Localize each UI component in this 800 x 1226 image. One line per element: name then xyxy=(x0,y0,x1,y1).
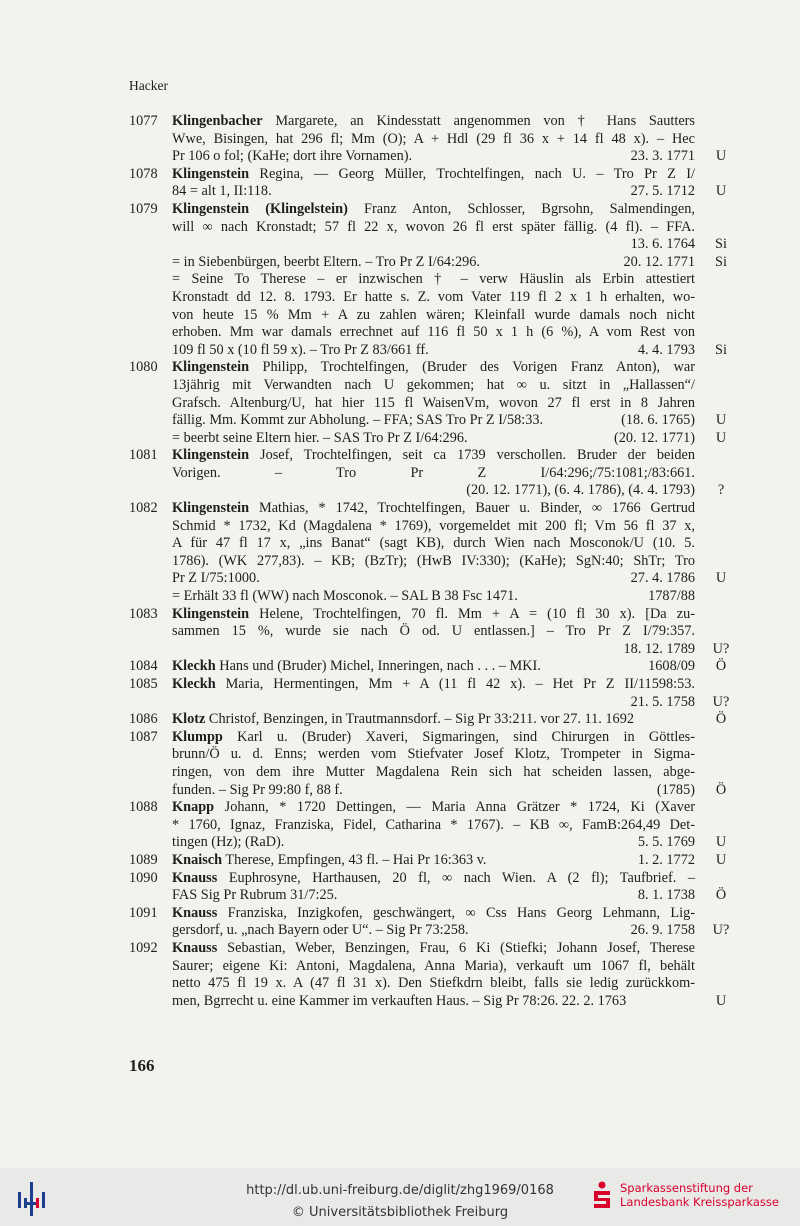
entry-line xyxy=(172,395,695,413)
entry-text xyxy=(172,200,727,359)
entry-line xyxy=(172,553,695,571)
entry-line xyxy=(172,746,695,764)
entry-line xyxy=(172,219,695,237)
entry-number: 1083 xyxy=(129,605,158,622)
surname-heading: Knapp xyxy=(172,799,215,816)
line-text: Kronstadt dd 12. 8. 1793. Er hatte s. Z. vom Vater 119 fl 2 x 1 h erhalten, wo- xyxy=(172,288,695,305)
entry-line xyxy=(172,940,695,958)
entry-date: (1785) xyxy=(656,781,695,798)
entry-line xyxy=(172,711,727,729)
line-text: funden. – Sig Pr 99:80 f, 88 f. xyxy=(172,781,343,798)
entry-text xyxy=(172,728,727,799)
entry-item xyxy=(0,870,800,905)
sponsor-line-2: Landesbank Kreissparkasse xyxy=(620,1195,779,1209)
entry-item xyxy=(0,658,800,676)
entry-text xyxy=(172,113,727,166)
entry-text xyxy=(172,658,727,676)
entry-item xyxy=(0,799,800,852)
entry-date: 27. 5. 1712 xyxy=(630,183,695,200)
line-text: Grafsch. Altenburg/U, hat hier 115 fl WaisenVm, wovon 27 fl erst in 8 Jahren xyxy=(172,394,695,411)
destination-code: U xyxy=(715,148,727,165)
line-text: gersdorf, u. „nach Bayern oder U“. – Sig Pr 73:258. xyxy=(172,922,469,939)
line-text: Knapp Johann, * 1720 Dettingen, –– Maria Anna Grätzer * 1724, Ki (Xaver xyxy=(172,799,695,816)
surname-heading: Klingenbacher xyxy=(172,113,263,129)
line-text: Klingenbacher Margarete, an Kindesstatt angenommen von † Hans Sautters xyxy=(172,113,695,129)
entry-line xyxy=(172,183,727,201)
entry-date: 1787/88 xyxy=(648,588,695,605)
entry-number: 1078 xyxy=(129,165,158,182)
surname-heading: Klingenstein xyxy=(172,359,250,376)
line-text: Knaisch Therese, Empfingen, 43 fl. – Hai Pr 16:363 v. xyxy=(172,851,487,868)
entry-line xyxy=(172,429,727,448)
entry-date: 26. 9. 1758 xyxy=(630,922,695,939)
entry-line xyxy=(172,606,695,624)
entry-text xyxy=(172,676,730,711)
line-text: Wwe, Bisingen, hat 296 fl; Mm (O); A + Hdl (29 fl 36 x + 14 fl 48 x). – Hec xyxy=(172,130,695,147)
entry-line xyxy=(172,640,730,659)
entry-number: 1079 xyxy=(129,200,158,217)
entry-date: (20. 12. 1771), (6. 4. 1786), (4. 4. 1793) xyxy=(466,482,695,499)
entry-number: 1081 xyxy=(129,447,158,464)
entry-line xyxy=(172,447,695,465)
entry-item xyxy=(0,852,800,870)
entry-number: 1092 xyxy=(129,939,158,956)
entry-item xyxy=(0,113,800,166)
entry-line xyxy=(172,253,727,272)
entry-date: 27. 4. 1786 xyxy=(630,570,695,587)
entry-number: 1090 xyxy=(129,869,158,886)
destination-code: Si xyxy=(715,236,727,253)
entry-line xyxy=(172,958,695,976)
entry-line xyxy=(172,922,730,940)
entry-line xyxy=(172,377,695,395)
surname-heading: Knaisch xyxy=(172,851,223,868)
entry-line xyxy=(172,236,727,254)
entry-item xyxy=(0,500,800,606)
entry-item xyxy=(0,940,800,1010)
entry-text xyxy=(172,447,725,500)
entry-date: (20. 12. 1771) xyxy=(613,429,695,446)
surname-heading: Kleckh xyxy=(172,676,216,692)
entry-text xyxy=(172,165,727,201)
line-text: Kleckh Hans und (Bruder) Michel, Inneringen, nach . . . – MKI. xyxy=(172,658,541,675)
line-text: brunn/Ö u. d. Enns; werden vom Stiefvater Josef Klotz, Trompeter in Sigma- xyxy=(172,746,695,763)
line-text: Klumpp Karl u. (Bruder) Xaveri, Sigmaringen, sind Chirurgen in Göttles- xyxy=(172,728,695,745)
destination-code: U xyxy=(715,834,727,851)
entry-text xyxy=(172,359,727,447)
entry-line xyxy=(172,764,695,782)
destination-code: Ö xyxy=(715,658,727,675)
line-text: 109 fl 50 x (10 fl 59 x). – Tro Pr Z 83/661 ff. xyxy=(172,341,429,358)
entry-line xyxy=(172,289,695,307)
entry-line xyxy=(172,887,727,905)
destination-code: U xyxy=(715,429,727,446)
entry-line xyxy=(172,588,695,606)
entry-text xyxy=(172,711,727,729)
entry-number: 1088 xyxy=(129,799,158,816)
entry-item xyxy=(0,447,800,500)
entry-text xyxy=(172,939,727,1010)
destination-code: U? xyxy=(712,693,730,710)
line-text: erhoben. Mm war damals errechnet auf 116 fl 50 x 1 h (6 %), A vom Rest von xyxy=(172,324,695,341)
surname-heading: Knauss xyxy=(172,939,218,956)
line-text: Knauss Euphrosyne, Harthausen, 20 fl, ∞ nach Wien. A (2 fl); Taufbrief. – xyxy=(172,869,695,886)
entry-line xyxy=(172,201,695,219)
line-text: FAS Sig Pr Rubrum 31/7:25. xyxy=(172,887,338,904)
entry-line xyxy=(172,412,727,430)
destination-code: U xyxy=(715,992,727,1009)
line-text: Kleckh Maria, Hermentingen, Mm + A (11 fl 42 x). – Het Pr Z II/11598:53. xyxy=(172,676,695,692)
entry-number: 1091 xyxy=(129,904,158,921)
line-text: Klingenstein (Klingelstein) Franz Anton, Schlosser, Bgrsohn, Salmendingen, xyxy=(172,200,696,217)
line-text: Knauss Franziska, Inzigkofen, geschwängert, ∞ Css Hans Georg Lehmann, Lig- xyxy=(172,904,695,921)
line-text: fällig. Mm. Kommt zur Abholung. – FFA; SAS Tro Pr Z I/58:33. xyxy=(172,412,544,429)
entry-line xyxy=(172,518,695,536)
surname-heading: Klingenstein xyxy=(172,500,250,517)
line-text: ringen, von dem ihre Mutter Magdalena Rein sich hat scheiden lassen, abge- xyxy=(172,763,695,780)
source-url-link[interactable]: http://dl.ub.uni-freiburg.de/diglit/zhg1969/0168 xyxy=(246,1183,554,1198)
line-text: Pr Z I/75:1000. xyxy=(172,570,260,587)
line-text: = in Siebenbürgen, beerbt Eltern. – Tro Pr Z I/64:296. xyxy=(172,253,481,270)
line-text: A für 47 fl 17 x, „ins Banat“ (sagt KB), durch Wien nach Mosconok/U (10. 5. xyxy=(172,535,695,552)
entry-number: 1085 xyxy=(129,676,158,692)
entry-number: 1082 xyxy=(129,500,158,517)
entry-line xyxy=(172,570,727,588)
line-text: = Erhält 33 fl (WW) nach Mosconok. – SAL B 38 Fsc 1471. xyxy=(172,588,518,605)
surname-heading: Knauss xyxy=(172,904,218,921)
entry-line xyxy=(172,465,695,483)
line-text: Klingenstein Philipp, Trochtelfingen, (Bruder des Vorigen Franz Anton), war xyxy=(172,359,695,376)
destination-code: Ö xyxy=(715,887,727,904)
entry-date: 4. 4. 1793 xyxy=(637,341,695,358)
surname-heading: Kleckh xyxy=(172,658,216,675)
line-text: = beerbt seine Eltern hier. – SAS Tro Pr Z I/64:296. xyxy=(172,429,468,446)
destination-code: U? xyxy=(712,640,730,657)
entry-item xyxy=(0,359,800,447)
entry-date: 1608/09 xyxy=(648,658,695,675)
entry-number: 1077 xyxy=(129,113,158,129)
entry-number: 1084 xyxy=(129,658,158,675)
line-text: Saurer; eigene Ki: Antoni, Magdalena, Anna Maria), verkauft um 1067 fl, behält xyxy=(172,957,695,974)
entry-line xyxy=(172,851,727,870)
entry-line xyxy=(172,693,730,712)
entry-line xyxy=(172,992,727,1011)
line-text: will ∞ nach Kronstadt; 57 fl 22 x, wovon 26 fl erst später fällig. (4 fl). – FFA. xyxy=(172,218,695,235)
entry-date: 20. 12. 1771 xyxy=(623,253,695,270)
destination-code: Ö xyxy=(715,711,727,728)
surname-heading: Klingenstein xyxy=(172,605,250,622)
destination-code: ? xyxy=(717,482,725,499)
entry-line xyxy=(172,623,695,641)
entry-line xyxy=(172,113,695,131)
entry-line xyxy=(172,834,727,852)
entry-date: 1. 2. 1772 xyxy=(637,851,695,868)
entry-text xyxy=(172,851,727,870)
entry-number: 1089 xyxy=(129,851,158,868)
line-text: Schmid * 1732, Kd (Magdalena * 1769), vorgemeldet mit 200 fl; Vm 56 fl 37 x, xyxy=(172,517,695,534)
entry-line xyxy=(172,817,695,835)
entry-line xyxy=(172,131,695,149)
entry-number: 1080 xyxy=(129,359,158,376)
line-text: sammen 15 %, wurde sie nach Ö od. U entlassen.] – Tro Pr Z I/79:357. xyxy=(172,623,695,640)
entry-text xyxy=(172,904,730,940)
entry-text xyxy=(172,869,727,905)
sponsor-line-1: Sparkassenstiftung der xyxy=(620,1181,753,1195)
entry-line xyxy=(172,975,695,993)
line-text: Vorigen. – Tro Pr Z I/64:296;/75:1081;/83:661. xyxy=(172,464,695,481)
entry-text xyxy=(172,500,727,606)
entry-line xyxy=(172,799,695,817)
entry-text xyxy=(172,605,730,659)
line-text: Klingenstein Regina, –– Georg Müller, Trochtelfingen, nach U. – Tro Pr Z I/ xyxy=(172,165,695,182)
entry-text xyxy=(172,799,727,852)
line-text: von heute 15 % Mm + A zu zahlen wären; Kleinfall wurde damals noch nicht xyxy=(172,306,695,323)
destination-code: U xyxy=(715,412,727,429)
entry-line xyxy=(172,341,727,360)
destination-code: U xyxy=(715,183,727,200)
entry-line xyxy=(172,359,695,377)
line-text: 84 = alt 1, II:118. xyxy=(172,183,272,200)
entry-item xyxy=(0,166,800,201)
entry-item xyxy=(0,201,800,359)
entry-date: 5. 5. 1769 xyxy=(637,834,695,851)
entry-line xyxy=(172,482,725,500)
entry-line xyxy=(172,500,695,518)
line-text: Klingenstein Helene, Trochtelfingen, 70 fl. Mm + A = (10 fl 30 x). [Da zu- xyxy=(172,605,695,622)
destination-code: Si xyxy=(715,253,727,270)
copyright-notice: © Universitätsbibliothek Freiburg xyxy=(291,1205,509,1220)
surname-heading: Klingenstein (Klingelstein) xyxy=(172,200,348,217)
running-header: Hacker xyxy=(129,78,168,93)
surname-heading: Knauss xyxy=(172,869,218,886)
line-text: netto 475 fl 19 x. A (47 fl 31 x). Den Stiefkdrn bleibt, falls sie ledig zurückkom- xyxy=(172,975,695,992)
entry-line xyxy=(172,535,695,553)
surname-heading: Klumpp xyxy=(172,728,223,745)
page-number: 166 xyxy=(129,1056,155,1075)
destination-code: Ö xyxy=(715,781,727,798)
entry-date: 23. 3. 1771 xyxy=(630,148,695,165)
surname-heading: Klotz xyxy=(172,711,206,728)
entry-line xyxy=(172,870,695,888)
line-text: Knauss Sebastian, Weber, Benzingen, Frau, 6 Ki (Stiefki; Johann Josef, Therese xyxy=(172,939,695,956)
line-text: 1786). (WK 277,83). – KB; (BzTr); (HwB IV:330); (KaHe); SgN:40; ShTr; Tro xyxy=(172,552,695,569)
surname-heading: Klingenstein xyxy=(172,165,250,182)
entry-line xyxy=(172,729,695,747)
entry-date: 8. 1. 1738 xyxy=(637,887,695,904)
line-text: men, Bgrrecht u. eine Kammer im verkauften Haus. – Sig Pr 78:26. 22. 2. 1763 xyxy=(172,992,627,1009)
entry-line xyxy=(172,271,695,289)
entry-line xyxy=(172,148,727,166)
destination-code: U? xyxy=(712,922,730,939)
entry-item xyxy=(0,606,800,659)
entry-line xyxy=(172,658,727,676)
destination-code: U xyxy=(715,570,727,587)
destination-code: U xyxy=(715,851,727,868)
entry-date: 13. 6. 1764 xyxy=(630,236,695,253)
line-text: 13jährig mit Verwandten nach U gekommen; hat ∞ u. sitzt in „Hallassen“/ xyxy=(172,376,695,393)
entry-item xyxy=(0,905,800,940)
entry-item xyxy=(0,729,800,799)
entry-item xyxy=(0,676,800,711)
entry-date: (18. 6. 1765) xyxy=(621,412,695,429)
entry-line xyxy=(172,166,695,184)
entry-item xyxy=(0,711,800,729)
line-text: Klotz Christof, Benzingen, in Trautmannsdorf. – Sig Pr 33:211. vor 27. 11. 1692 xyxy=(172,711,634,728)
line-text: Pr 106 o fol; (KaHe; dort ihre Vornamen). xyxy=(172,148,413,165)
surname-heading: Klingenstein xyxy=(172,447,250,464)
entry-line xyxy=(172,676,695,694)
entry-line xyxy=(172,905,695,923)
line-text: tingen (Hz); (RaD). xyxy=(172,834,285,851)
line-text: Klingenstein Mathias, * 1742, Trochtelfingen, Bauer u. Binder, ∞ 1766 Gertrud xyxy=(172,500,695,517)
entry-line xyxy=(172,324,695,342)
entry-number: 1087 xyxy=(129,728,158,745)
line-text: * 1760, Ignaz, Franziska, Fidel, Catharina * 1767). – KB ∞, FamB:264,49 Det- xyxy=(172,816,695,833)
entry-line xyxy=(172,781,727,800)
destination-code: Si xyxy=(715,341,727,358)
entry-list xyxy=(0,113,800,1010)
entry-date: 21. 5. 1758 xyxy=(630,693,695,710)
line-text: = Seine To Therese – er inzwischen † – verw Häuslin als Erbin attestiert xyxy=(172,271,695,288)
entry-date: 18. 12. 1789 xyxy=(623,640,695,657)
entry-number: 1086 xyxy=(129,711,158,728)
entry-line xyxy=(172,307,695,325)
line-text: Klingenstein Josef, Trochtelfingen, seit ca 1739 verschollen. Bruder der beiden xyxy=(172,447,695,464)
